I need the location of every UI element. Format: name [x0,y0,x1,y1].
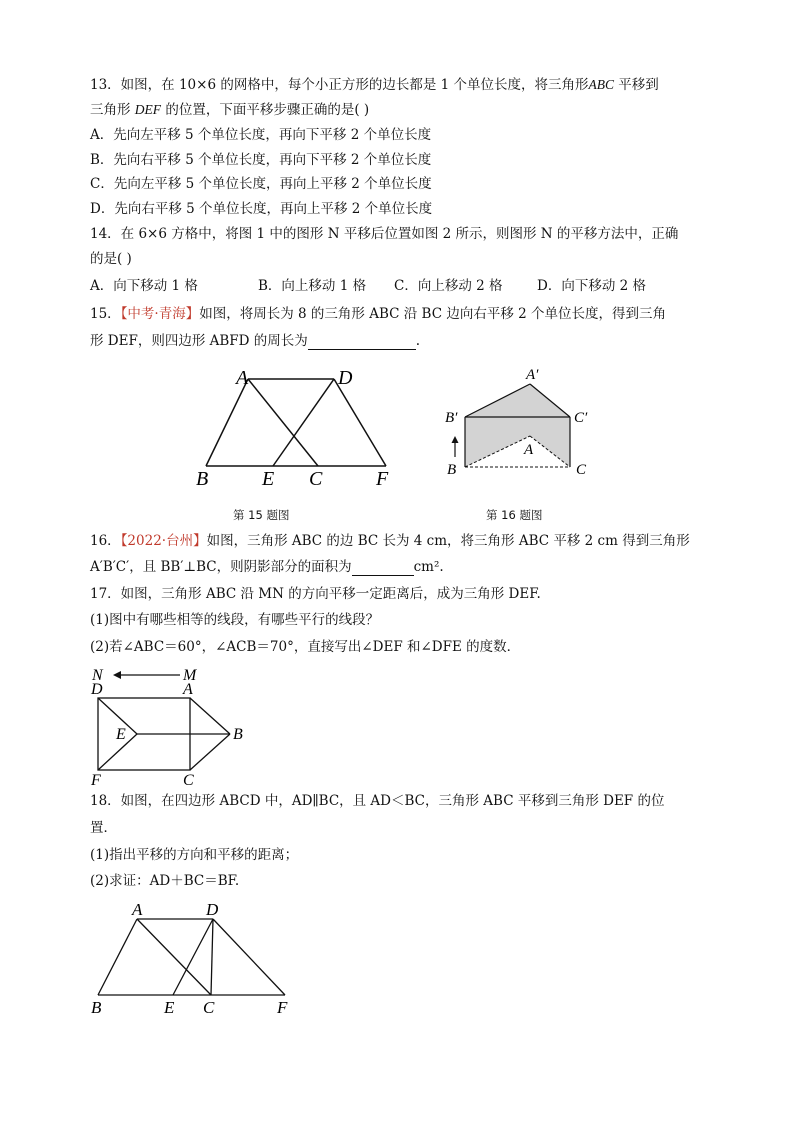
q17-part1: (1)图中有哪些相等的线段，有哪些平行的线段？ [90,612,380,628]
q16-stem-line1: 16．【2022·台州】如图，三角形 ABC 的边 BC 长为 4 cm，将三角形 ABC 平移 2 cm 得到三角形 [90,533,690,549]
label-A: A [183,681,193,698]
q18-part2: (2)求证：AD＋BC＝BF. [90,873,240,889]
label-N: N [92,667,103,684]
q13-stem-line1: 13．如图，在 10×6 的网格中，每个小正方形的边长都是 1 个单位长度，将三角形ABC 平移到 [90,77,659,93]
q14-option-a: A．向下移动 1 格 [90,278,198,294]
q18-part1: (1)指出平移的方向和平移的距离； [90,847,299,863]
q18-stem-line1: 18．如图，在四边形 ABCD 中，AD∥BC，且 AD＜BC，三角形 ABC 平移到三角形 DEF 的位 [90,793,665,809]
q13-option-d: D．先向右平移 5 个单位长度，再向上平移 2 个单位长度 [90,201,433,217]
figure-17 [85,660,255,788]
label-C: C [183,772,194,788]
label-A: A [524,442,534,458]
label-C1: C′ [574,410,588,426]
label-E: E [116,726,126,743]
q16-source-tag: 【2022·台州】 [120,533,207,549]
q17-part2: (2)若∠ABC＝60°，∠ACB＝70°，直接写出∠DEF 和∠DFE 的度数． [90,639,521,655]
label-A1: A′ [526,367,539,383]
figure-16-caption: 第 16 题图 [486,508,543,522]
label-E: E [262,468,275,490]
label-B1: B′ [445,410,458,426]
label-M: M [183,667,197,684]
q15-source-tag: 【中考·青海】 [120,306,200,322]
label-B: B [233,726,243,743]
arrow-left-icon [113,671,121,679]
q14-option-d: D．向下移动 2 格 [537,278,646,294]
label-C: C [203,998,215,1017]
q13-option-c: C．先向左平移 5 个单位长度，再向上平移 2 个单位长度 [90,176,432,192]
q13-stem-line2: 三角形 DEF 的位置，下面平移步骤正确的是( ) [90,102,370,118]
label-C: C [309,468,323,490]
arrow-up-icon [452,436,459,443]
label-F: F [91,772,101,788]
q14-option-c: C．向上移动 2 格 [394,278,503,294]
label-E: E [164,998,175,1017]
label-F: F [277,998,288,1017]
label-B: B [447,462,457,478]
q13-option-b: B．先向右平移 5 个单位长度，再向下平移 2 个单位长度 [90,152,432,168]
q14-option-b: B．向上移动 1 格 [258,278,367,294]
label-B: B [91,998,102,1017]
figure-18 [85,895,300,1020]
label-D: D [91,681,103,698]
label-D: D [206,900,219,919]
label-F: F [376,468,389,490]
segment-AB [206,379,248,466]
segment-DF [334,379,386,466]
q15-stem-line1: 15．【中考·青海】如图，将周长为 8 的三角形 ABC 沿 BC 边向右平移 2 个单位长度，得到三角 [90,306,666,322]
figure-15-caption: 第 15 题图 [233,508,290,522]
q15-stem-line2: 形 DEF，则四边形 ABFD 的周长为 . [90,333,421,349]
label-B: B [196,468,209,490]
q16-answer-blank [352,561,414,576]
label-C: C [576,462,587,478]
figure-15 [190,362,410,492]
label-A: A [236,367,249,389]
q13-option-a: A．先向左平移 5 个单位长度，再向下平移 2 个单位长度 [90,127,432,143]
q14-stem-line2: 的是( ) [90,251,132,267]
q16-stem-line2: A′B′C′，且 BB′⊥BC，则阴影部分的面积为 cm². [90,559,444,575]
label-A: A [132,900,143,919]
q14-stem-line1: 14．在 6×6 方格中，将图 1 中的图形 N 平移后位置如图 2 所示，则图形 N 的平移方法中，正确 [90,226,679,242]
q18-stem-line2: 置． [90,820,117,836]
q17-stem: 17．如图，三角形 ABC 沿 MN 的方向平移一定距离后，成为三角形 DEF. [90,586,541,602]
figure-16 [440,362,610,482]
q15-answer-blank [308,335,416,350]
label-D: D [338,367,353,389]
